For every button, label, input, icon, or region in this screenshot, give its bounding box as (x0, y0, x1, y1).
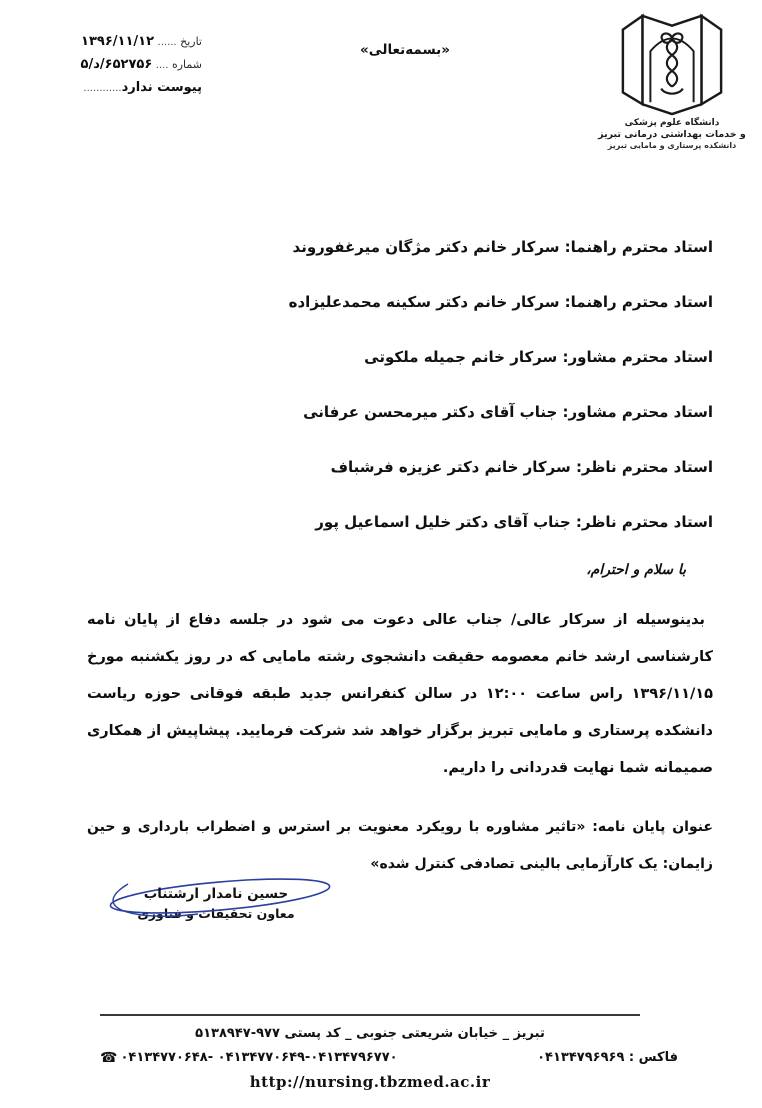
signatory-title: معاون تحقیقات و فناوری (137, 906, 295, 921)
recipient-line: استاد محترم راهنما: سرکار خانم دکتر سکینه محمدعلیزاده (288, 293, 713, 311)
phone-numbers: ۰۴۱۳۴۷۷۰۶۴۸- ۰۴۱۳۴۷۷۰۶۴۹-۰۴۱۳۴۷۹۶۷۷۰ (120, 1050, 398, 1065)
salutation-text: با سلام و احترام، (586, 562, 686, 578)
recipient-line: استاد محترم ناظر: سرکار خانم دکتر عزیزه فرشباف (330, 458, 713, 476)
attachment-line (24, 80, 202, 95)
university-logo (596, 8, 748, 151)
logo-text-faculty: دانشکده پرستاری و مامایی تبریز (607, 141, 737, 150)
footer-address: تبریز _ خیابان شریعتی جنوبی _ کد پستی ۹۷۷-۵۱۳۸۹۴۷ (195, 1026, 545, 1041)
open-book-emblem-icon (609, 8, 735, 118)
thesis-title-paragraph: عنوان پایان نامه: «تاثیر مشاوره با رویکرد معنویت بر استرس و اضطراب بارداری و حین زایمان: یک کارآزمایی بالینی تصادفی کنترل شده» (87, 819, 713, 872)
number-line (24, 57, 202, 72)
meta-block (24, 34, 202, 103)
date-label: تاریخ (180, 35, 202, 48)
letter-body (49, 238, 713, 883)
footer-divider (100, 1014, 640, 1016)
recipient-line: استاد محترم راهنما: سرکار خانم دکتر مژگان میرغفوروند (292, 238, 713, 256)
website-url: http://nursing.tbzmed.ac.ir (249, 1073, 491, 1091)
number-value: ۶۵۲۷۵۶/د/۵ (80, 57, 153, 72)
attachment-text: پیوست ندارد (121, 80, 202, 95)
phone-numbers-group (100, 1050, 398, 1065)
date-line (24, 34, 202, 49)
signature-block (100, 886, 332, 921)
recipient-line: استاد محترم مشاور: سرکار خانم جمیله ملکوتی (364, 348, 713, 366)
signatory-name: حسین نامدار ارشتناب (143, 886, 289, 902)
recipient-line: استاد محترم ناظر: جناب آقای دکتر خلیل اسماعیل پور (315, 513, 713, 531)
date-dots-leader: ...... (157, 37, 177, 48)
date-value: ۱۳۹۶/۱۱/۱۲ (81, 34, 155, 49)
fax-machine-icon: ☎ (100, 1049, 118, 1066)
attachment-dots-leader: ............ (83, 83, 122, 94)
footer-contacts-row (100, 1050, 678, 1065)
recipient-line: استاد محترم مشاور: جناب آقای دکتر میرمحسن عرفانی (303, 403, 713, 421)
logo-text-university: دانشگاه علوم پزشکی (624, 118, 720, 128)
besmele-heading: «بسمه‌تعالی» (360, 42, 450, 58)
invitation-paragraph: بدینوسیله از سرکار عالی/ جناب عالی دعوت می شود در جلسه دفاع از پایان نامه کارشناسی ارشد خانم معصومه حقیقت دانشجوی رشته مامایی که در روز یکشنبه مورخ ۱۳۹۶/۱۱/۱۵ راس ساعت ۱۲:۰۰ در سالن کنفرانس جدید طبقه فوقانی حوزه ریاست دانشکده پرستاری و مامایی تبریز برگزار خواهد شد شرکت فرمایید. پیشاپیش از همکاری صمیمانه شما نهایت قدردانی را داریم. (87, 612, 713, 776)
number-label: شماره (171, 58, 202, 71)
fax-info: فاکس : ۰۴۱۳۴۷۹۶۹۶۹ (537, 1050, 678, 1065)
number-dots-leader: .... (155, 60, 169, 71)
logo-text-services: و خدمات بهداشتی درمانی تبریز (598, 129, 746, 140)
